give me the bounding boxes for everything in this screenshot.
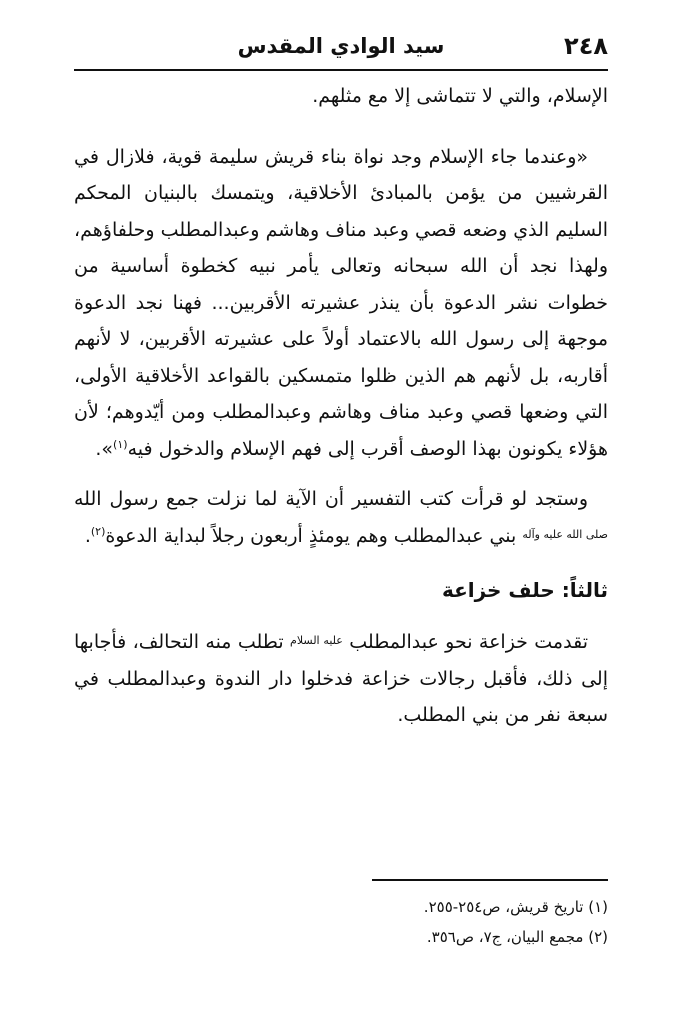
section-subheading: ثالثاً: حلف خزاعة [441, 578, 608, 602]
quote-text: «وعندما جاء الإسلام وجد نواة بناء قريش سليمة قوية، فلازال في القرشيين من يؤمن بالمبادئ الأخلاقية، ويتمسك بالبنيان المحكم السليم الذي وضعه قصي وعبد مناف وهاشم وعبدالمطلب وحلفاؤهم، ولهذا نجد أن الله سبحانه وتعالى يأمر نبيه كخطوة أساسية من خطوات نشر الدعوة بأن ينذر عشيرته الأقربين... فهنا نجد الدعوة موجهة إلى رسول الله بالاعتماد أولاً على عشيرته الأقربين، لا لأنهم أقاربه، بل لأنهم هم الذين ظلوا متمسكين بالقواعد الأخلاقية الأولى، التي وضعها قصي وعبد مناف وهاشم وعبدالمطلب ومن أيّدوهم؛ لأن هؤلاء يكونون بهذا الوصف أقرب إلى فهم الإسلام والدخول فيه [74, 145, 608, 460]
page-header [74, 26, 608, 66]
header-rule [74, 69, 608, 71]
footnote-2: (٢) مجمع البيان، ج٧، ص٣٥٦. [426, 928, 608, 946]
honorific-ligature: صلى الله عليه وآله [522, 527, 608, 541]
page-number: ٢٤٨ [564, 32, 608, 60]
footnote-1: (١) تاريخ قريش، ص٢٥٤-٢٥٥. [423, 898, 608, 916]
p3-text-start: وستجد لو قرأت كتب التفسير أن الآية لما نزلت جمع رسول الله [74, 488, 588, 510]
p3-text-end: بني عبدالمطلب وهم يومئذٍ أربعون رجلاً لبداية الدعوة [105, 524, 523, 547]
paragraph-2-quote [74, 139, 608, 468]
footnotes [74, 892, 608, 952]
p3-period: . [84, 524, 91, 547]
paragraph-1: الإسلام، والتي لا تتماشى إلا مع مثلهم. [312, 85, 608, 107]
paragraph-4 [74, 624, 608, 734]
footnote-ref-2: (٢) [90, 524, 106, 538]
p4-text-start: تقدمت خزاعة نحو عبدالمطلب [342, 631, 588, 653]
p4-text-end: تطلب منه التحالف، فأجابها إلى ذلك، فأقبل رجالات خزاعة فدخلوا دار الندوة وعبدالمطلب في سبعة نفر من بني المطلب. [74, 631, 608, 726]
footnote-ref-1: (١) [113, 437, 128, 451]
running-title: سيد الوادي المقدس [237, 34, 445, 58]
quote-close: ». [95, 437, 114, 460]
main-text [74, 78, 608, 734]
paragraph-3 [74, 481, 608, 554]
footnote-rule [372, 879, 608, 881]
honorific-ligature: عليه السلام [290, 634, 343, 647]
